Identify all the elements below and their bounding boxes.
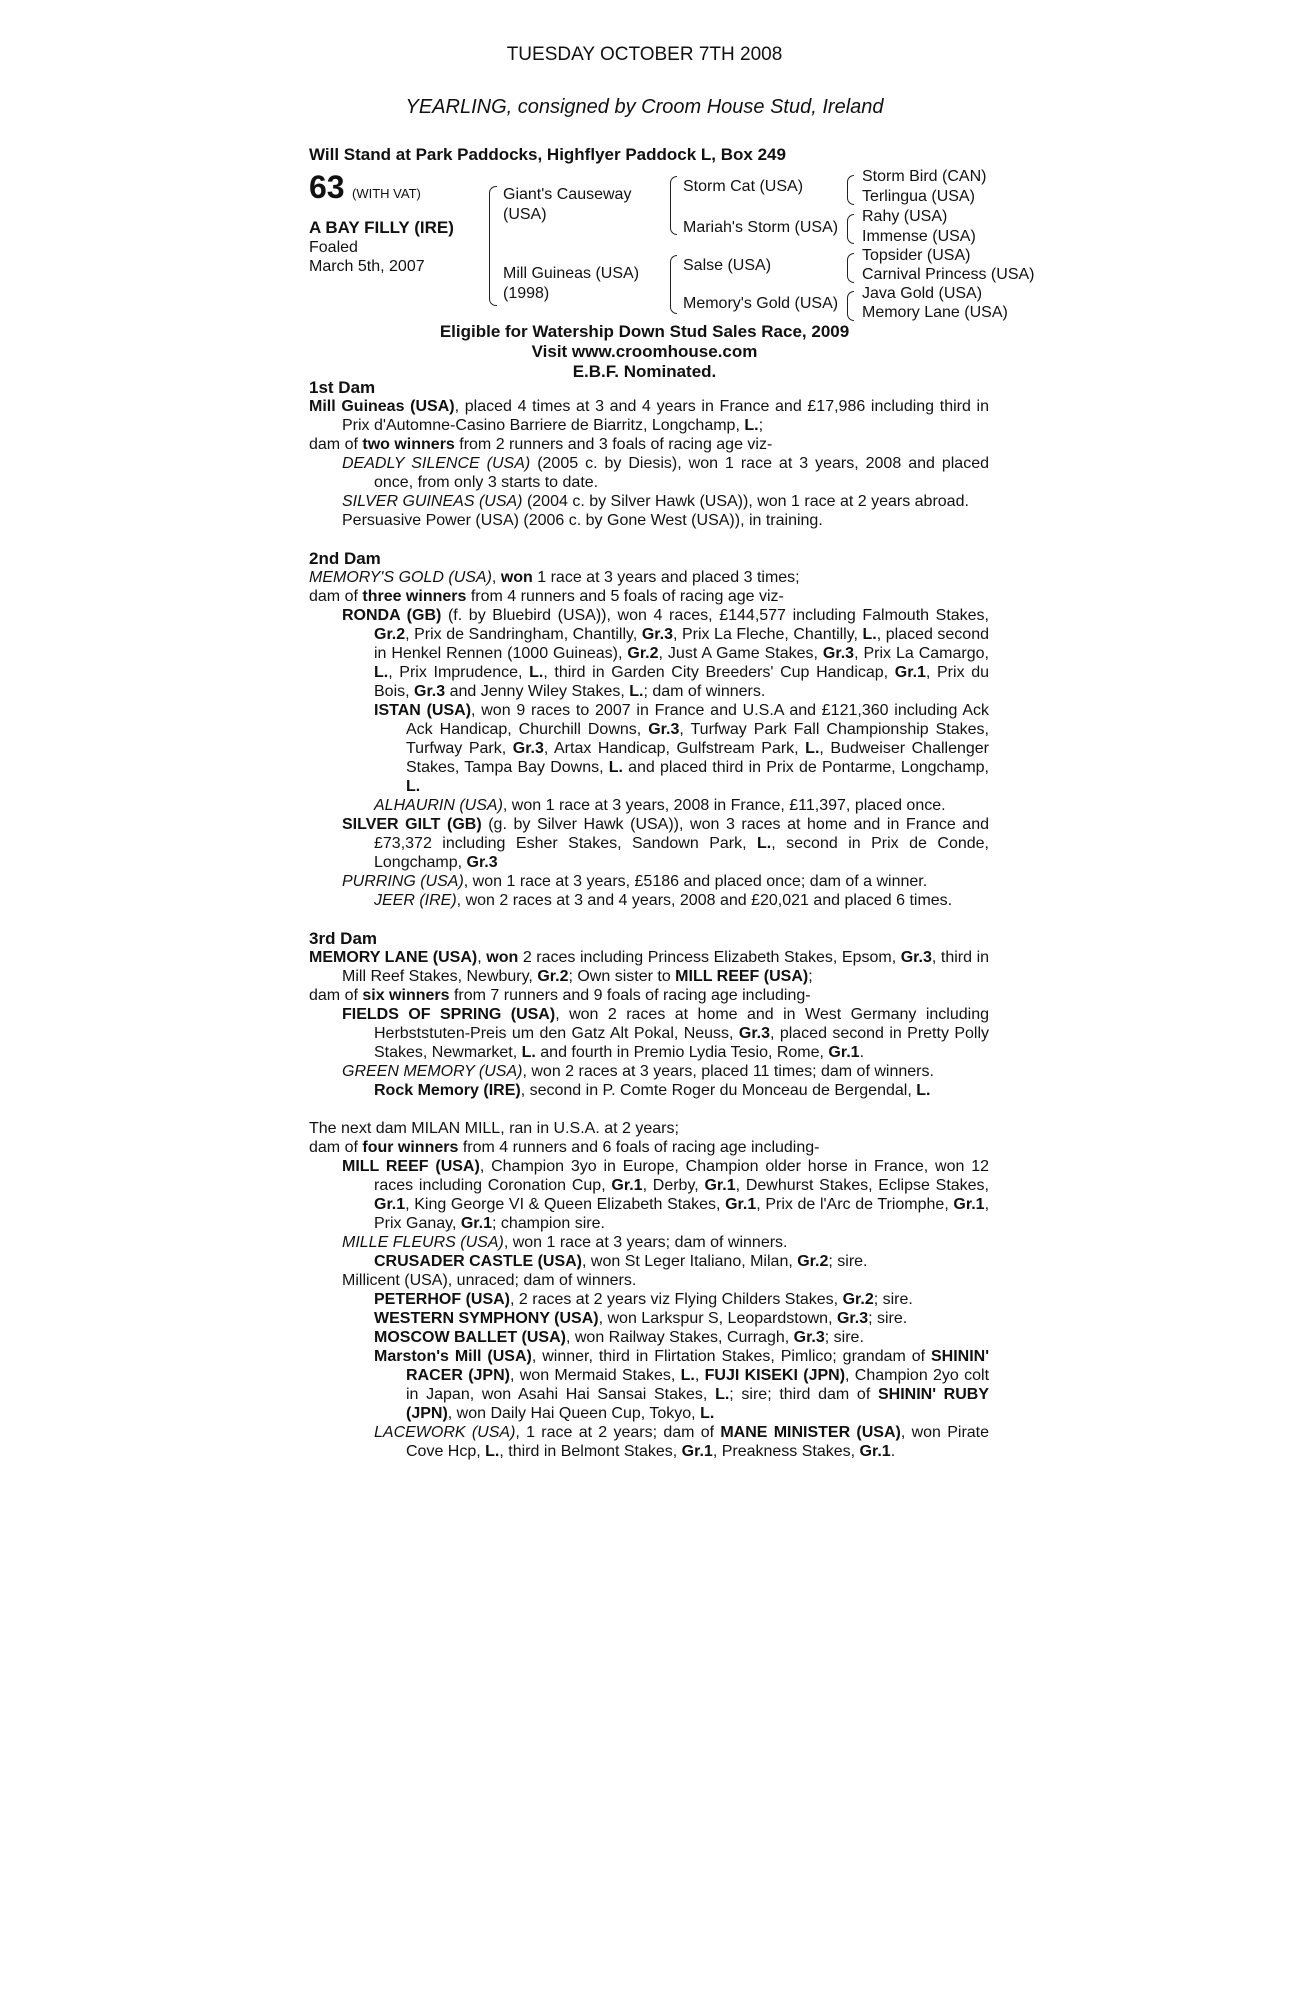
pedigree-entry <box>309 435 989 454</box>
entry-text: L. <box>529 664 544 681</box>
entry-text: ; sire. <box>873 1291 913 1308</box>
entry-text: (2005 c. by Diesis), won 1 race at 3 years, 2008 and placed once, from only 3 starts to date. <box>374 455 990 491</box>
entry-text: , Prix La Camargo, <box>854 645 989 662</box>
entry-text: , <box>694 1367 705 1384</box>
entry-text: Gr.3 <box>466 854 498 871</box>
pedigree-entry <box>309 1271 989 1290</box>
entry-text: ; dam of winners. <box>643 683 766 700</box>
entry-text: , second in P. Comte Roger du Monceau de Bergendal, <box>520 1082 917 1099</box>
pedigree-entry <box>309 397 989 435</box>
entry-text: Gr.1 <box>611 1177 643 1194</box>
vat-note: (WITH VAT) <box>352 186 421 201</box>
pedigree-entry <box>309 872 989 891</box>
entry-text: L. <box>744 417 759 434</box>
entry-text: SHININ' RACER (JPN) <box>406 1348 990 1384</box>
entry-text: L. <box>862 626 877 643</box>
entry-text: four winners <box>362 1139 459 1156</box>
family-section <box>309 1119 989 1461</box>
entry-text: MOSCOW BALLET (USA) <box>374 1329 566 1346</box>
pedigree-entry <box>309 891 989 910</box>
entry-text: six winners <box>362 987 450 1004</box>
pedigree-brace <box>847 175 854 205</box>
entry-text: Millicent (USA), unraced; dam of winners. <box>342 1272 637 1289</box>
pedigree-g5: Topsider (USA) <box>862 247 971 264</box>
lot-number: 63 <box>309 169 345 205</box>
entry-text: , Prix de Sandringham, Chantilly, <box>405 626 642 643</box>
entry-text: 1 race at 3 years and placed 3 times; <box>532 569 800 586</box>
entry-text: Gr.3 <box>512 740 544 757</box>
pedigree-dam-sire: Salse (USA) <box>683 257 772 274</box>
entry-text: GREEN MEMORY (USA) <box>342 1063 523 1080</box>
entry-text: , Dewhurst Stakes, Eclipse Stakes, <box>735 1177 990 1194</box>
entry-text: ; champion sire. <box>491 1215 605 1232</box>
entry-text: Gr.1 <box>704 1177 736 1194</box>
entry-text: JEER (IRE) <box>374 892 457 909</box>
entry-text: Gr.3 <box>822 645 855 662</box>
entry-text: (f. by Bluebird (USA)), won 4 races, £144,577 including Falmouth Stakes, <box>441 607 990 624</box>
entry-text: , won 1 race at 3 years, £5186 and placed once; dam of a winner. <box>463 873 928 890</box>
entry-text: three winners <box>362 588 467 605</box>
website-line: Visit www.croomhouse.com <box>531 342 758 361</box>
entry-text: FIELDS OF SPRING (USA) <box>342 1006 556 1023</box>
entry-text: L. <box>629 683 644 700</box>
entry-text: Gr.2 <box>374 626 406 643</box>
pedigree-sire-sire: Storm Cat (USA) <box>683 178 804 195</box>
entry-text: , 1 race at 2 years; dam of <box>515 1424 721 1441</box>
pedigree-g8: Memory Lane (USA) <box>862 304 1008 321</box>
consignment-line: YEARLING, consigned by Croom House Stud, Ireland <box>405 96 884 118</box>
pedigree-dam: Mill Guineas (USA) <box>503 265 640 282</box>
entry-text: , won 2 races at 3 and 4 years, 2008 and £20,021 and placed 6 times. <box>456 892 953 909</box>
entry-text: , won Mermaid Stakes, <box>509 1367 681 1384</box>
entry-text: ISTAN (USA) <box>374 702 472 719</box>
entry-text: Gr.2 <box>797 1253 829 1270</box>
entry-text: and fourth in Premio Lydia Tesio, Rome, <box>535 1044 829 1061</box>
entry-text: , Champion 3yo in Europe, Champion older horse in France, won 12 races including Coronation Cup, <box>374 1158 990 1194</box>
foaled-info <box>309 238 479 276</box>
lot-description: A BAY FILLY (IRE) <box>309 218 454 237</box>
entry-text: MEMORY LANE (USA) <box>309 949 478 966</box>
entry-text: The next dam MILAN MILL, ran in U.S.A. at 2 years; <box>309 1120 679 1137</box>
pedigree-entry <box>309 454 989 492</box>
entry-text: Gr.3 <box>900 949 932 966</box>
entry-text: Marston's Mill (USA) <box>374 1348 532 1365</box>
entry-text: Gr.1 <box>374 1196 406 1213</box>
entry-text: , Prix de l'Arc de Triomphe, <box>756 1196 954 1213</box>
entry-text: and Jenny Wiley Stakes, <box>445 683 630 700</box>
pedigree-entry <box>309 1062 989 1081</box>
entry-text: SHININ' RUBY (JPN) <box>406 1386 990 1422</box>
pedigree-entry <box>309 815 989 872</box>
entry-text: Mill Guineas (USA) <box>309 398 455 415</box>
pedigree-entry <box>309 568 989 587</box>
pedigree-entry <box>309 1157 989 1233</box>
entry-text: won <box>500 569 533 586</box>
entry-text: PURRING (USA) <box>342 873 464 890</box>
entry-text: dam of <box>309 436 363 453</box>
pedigree-entry <box>309 1119 989 1138</box>
entry-text: Rock Memory (IRE) <box>374 1082 521 1099</box>
eligibility-block <box>0 322 1289 382</box>
entry-text: from 4 runners and 6 foals of racing age including- <box>458 1139 820 1156</box>
entry-text: , third in Garden City Breeders' Cup Handicap, <box>543 664 895 681</box>
entry-text: dam of <box>309 987 363 1004</box>
pedigree-entry <box>309 606 989 701</box>
entry-text: ; <box>758 417 764 434</box>
stand-location: Will Stand at Park Paddocks, Highflyer Paddock L, Box 249 <box>309 145 786 164</box>
entry-text: SILVER GILT (GB) <box>342 816 482 833</box>
pedigree-entry <box>309 587 989 606</box>
entry-text: , Turfway Park Fall Championship Stakes, Turfway Park, <box>406 721 990 757</box>
pedigree-entry <box>309 796 989 815</box>
foaled-date: March 5th, 2007 <box>309 258 425 275</box>
entry-text: , third in Belmont Stakes, <box>499 1443 682 1460</box>
entry-text: ; <box>808 968 813 985</box>
entry-text: two winners <box>362 436 455 453</box>
entry-text: , Champion 2yo colt in Japan, won Asahi Hai Sansai Stakes, <box>406 1367 990 1403</box>
entry-text: Gr.3 <box>738 1025 771 1042</box>
entry-text: ALHAURIN (USA) <box>374 797 503 814</box>
pedigree-g2: Terlingua (USA) <box>862 188 975 205</box>
entry-text: , Prix Ganay, <box>374 1196 990 1232</box>
pedigree-entry <box>309 1233 989 1252</box>
pedigree-g6: Carnival Princess (USA) <box>862 266 1035 283</box>
entry-text: L. <box>485 1443 500 1460</box>
entry-text: Gr.1 <box>681 1443 713 1460</box>
pedigree-entry <box>309 1005 989 1062</box>
pedigree-entry <box>309 1290 989 1309</box>
pedigree-sire-country: (USA) <box>503 206 547 223</box>
entry-text: MILL REEF (USA) <box>342 1158 480 1175</box>
family-section <box>309 378 989 530</box>
entry-text: L. <box>608 759 623 776</box>
entry-text: , won Daily Hai Queen Cup, Tokyo, <box>447 1405 701 1422</box>
entry-text: ; sire; third dam of <box>729 1386 878 1403</box>
entry-text: , King George VI & Queen Elizabeth Stakes, <box>405 1196 726 1213</box>
pedigree-entry <box>309 948 989 986</box>
entry-text: L. <box>680 1367 695 1384</box>
entry-text: Gr.1 <box>859 1443 891 1460</box>
pedigree-dam-dam: Memory's Gold (USA) <box>683 295 839 312</box>
entry-text: Gr.2 <box>627 645 659 662</box>
pedigree-entry <box>309 1347 989 1423</box>
entry-text: , Prix La Fleche, Chantilly, <box>672 626 863 643</box>
pedigree-entry <box>309 1309 989 1328</box>
entry-text: from 7 runners and 9 foals of racing age including- <box>449 987 811 1004</box>
section-heading: 3rd Dam <box>309 929 378 948</box>
entry-text: Gr.2 <box>537 968 569 985</box>
entry-text: won <box>486 949 519 966</box>
entry-text: Gr.3 <box>836 1310 869 1327</box>
entry-text: , <box>477 949 487 966</box>
entry-text: PETERHOF (USA) <box>374 1291 510 1308</box>
pedigree-entry <box>309 1081 989 1100</box>
family-section <box>309 929 989 1100</box>
entry-text: , Budweiser Challenger Stakes, Tampa Bay Downs, <box>406 740 990 776</box>
entry-text: dam of <box>309 588 363 605</box>
pedigree-g4: Immense (USA) <box>862 228 976 245</box>
pedigree-entry <box>309 511 989 530</box>
entry-text: ; sire. <box>824 1329 864 1346</box>
section-heading: 1st Dam <box>309 378 376 397</box>
entry-text: 2 races including Princess Elizabeth Stakes, Epsom, <box>518 949 901 966</box>
eligibility-race: Eligible for Watership Down Stud Sales Race, 2009 <box>439 322 850 341</box>
entry-text: RONDA (GB) <box>342 607 442 624</box>
entry-text: , won 2 races at home and in West Germany including Herbststuten-Preis um den Gatz Alt Pokal, Neuss, <box>374 1006 989 1042</box>
entry-text: (g. by Silver Hawk (USA)), won 3 races at home and in France and £73,372 including Esher Stakes, Sandown Park, <box>374 816 989 852</box>
entry-text: , placed 4 times at 3 and 4 years in France and £17,986 including third in Prix d'Automne-Casino Barriere de Biarritz, Longchamp, <box>342 398 990 434</box>
entry-text: , third in Mill Reef Stakes, Newbury, <box>342 949 990 985</box>
entry-text: , Artax Handicap, Gulfstream Park, <box>543 740 806 757</box>
entry-text: MANE MINISTER (USA) <box>720 1424 901 1441</box>
entry-text: , won Pirate Cove Hcp, <box>406 1424 990 1460</box>
entry-text: and placed third in Prix de Pontarme, Longchamp, <box>622 759 989 776</box>
entry-text: from 4 runners and 5 foals of racing age viz- <box>466 588 784 605</box>
entry-text: MILLE FLEURS (USA) <box>342 1234 504 1251</box>
entry-text: Gr.3 <box>793 1329 825 1346</box>
entry-text: (2004 c. by Silver Hawk (USA)), won 1 race at 2 years abroad. <box>522 493 969 510</box>
entry-text: , won 1 race at 3 years; dam of winners. <box>503 1234 788 1251</box>
pedigree-g3: Rahy (USA) <box>862 208 948 225</box>
entry-text: L. <box>521 1044 536 1061</box>
foaled-label: Foaled <box>309 239 358 256</box>
entry-text: Gr.1 <box>828 1044 860 1061</box>
entry-text: , winner, third in Flirtation Stakes, Pimlico; grandam of <box>531 1348 931 1365</box>
pedigree-entry <box>309 492 989 511</box>
pedigree-brace <box>489 186 497 306</box>
entry-text: , 2 races at 2 years viz Flying Childers Stakes, <box>510 1291 843 1308</box>
entry-text: L. <box>916 1082 931 1099</box>
entry-text: Gr.1 <box>460 1215 492 1232</box>
pedigree-entry <box>309 1138 989 1157</box>
entry-text: , won 1 race at 3 years, 2008 in France, £11,397, placed once. <box>502 797 946 814</box>
pedigree-entry <box>309 701 989 796</box>
entry-text: , placed second in Pretty Polly Stakes, Newmarket, <box>374 1025 989 1061</box>
entry-text: MEMORY'S GOLD (USA) <box>309 569 492 586</box>
entry-text: . <box>859 1044 865 1061</box>
entry-text: L. <box>700 1405 715 1422</box>
pedigree-brace <box>847 291 854 321</box>
pedigree-g7: Java Gold (USA) <box>862 285 983 302</box>
entry-text: . <box>890 1443 896 1460</box>
entry-text: , Just A Game Stakes, <box>658 645 823 662</box>
entry-text: FUJI KISEKI (JPN) <box>704 1367 846 1384</box>
entry-text: , Prix Imprudence, <box>388 664 530 681</box>
pedigree-brace <box>847 214 854 244</box>
entry-text: ; sire. <box>828 1253 868 1270</box>
entry-text: , placed second in Henkel Rennen (1000 Guineas), <box>374 626 990 662</box>
entry-text: Gr.3 <box>641 626 673 643</box>
pedigree-brace <box>670 176 677 235</box>
family-history <box>309 378 989 1461</box>
pedigree-dam-year: (1998) <box>503 285 550 302</box>
entry-text: L. <box>805 740 820 757</box>
entry-text: MILL REEF (USA) <box>675 968 809 985</box>
entry-text: , won St Leger Italiano, Milan, <box>582 1253 798 1270</box>
entry-text: Persuasive Power (USA) (2006 c. by Gone West (USA)), in training. <box>342 512 823 529</box>
pedigree-entry <box>309 986 989 1005</box>
entry-text: from 2 runners and 3 foals of racing age viz- <box>454 436 773 453</box>
entry-text: , <box>491 569 501 586</box>
entry-text: , Prix du Bois, <box>374 664 990 700</box>
pedigree-entry <box>309 1328 989 1347</box>
pedigree-entry <box>309 1423 989 1461</box>
entry-text: Gr.1 <box>725 1196 757 1213</box>
entry-text: ; Own sister to <box>568 968 676 985</box>
entry-text: LACEWORK (USA) <box>374 1424 516 1441</box>
entry-text: SILVER GUINEAS (USA) <box>342 493 523 510</box>
entry-text: Gr.3 <box>648 721 680 738</box>
section-heading: 2nd Dam <box>309 549 381 568</box>
pedigree-brace <box>847 253 854 283</box>
entry-text: ; sire. <box>868 1310 908 1327</box>
entry-text: , Preakness Stakes, <box>712 1443 860 1460</box>
family-section <box>309 549 989 910</box>
entry-text: L. <box>406 778 421 795</box>
entry-text: DEADLY SILENCE (USA) <box>342 455 531 472</box>
entry-text: , won 9 races to 2007 in France and U.S.A and £121,360 including Ack Ack Handicap, Churchill Downs, <box>406 702 989 738</box>
entry-text: L. <box>757 835 772 852</box>
entry-text: L. <box>715 1386 730 1403</box>
entry-text: L. <box>374 664 389 681</box>
sale-date: TUESDAY OCTOBER 7TH 2008 <box>506 44 783 65</box>
entry-text: , second in Prix de Conde, Longchamp, <box>374 835 989 871</box>
entry-text: Gr.1 <box>953 1196 985 1213</box>
pedigree-brace <box>670 255 677 314</box>
entry-text: CRUSADER CASTLE (USA) <box>374 1253 582 1270</box>
entry-text: , won Larkspur S, Leopardstown, <box>598 1310 837 1327</box>
entry-text: dam of <box>309 1139 363 1156</box>
entry-text: Gr.3 <box>414 683 446 700</box>
entry-text: , Derby, <box>642 1177 705 1194</box>
entry-text: Gr.1 <box>894 664 926 681</box>
pedigree-entry <box>309 1252 989 1271</box>
entry-text: , won Railway Stakes, Curragh, <box>565 1329 794 1346</box>
pedigree-sire: Giant's Causeway <box>503 186 632 203</box>
ebf-line: E.B.F. Nominated. <box>572 362 717 381</box>
pedigree-sire-dam: Mariah's Storm (USA) <box>683 219 839 236</box>
pedigree-g1: Storm Bird (CAN) <box>862 168 987 185</box>
entry-text: WESTERN SYMPHONY (USA) <box>374 1310 599 1327</box>
entry-text: Gr.2 <box>842 1291 874 1308</box>
entry-text: , won 2 races at 3 years, placed 11 times; dam of winners. <box>522 1063 934 1080</box>
